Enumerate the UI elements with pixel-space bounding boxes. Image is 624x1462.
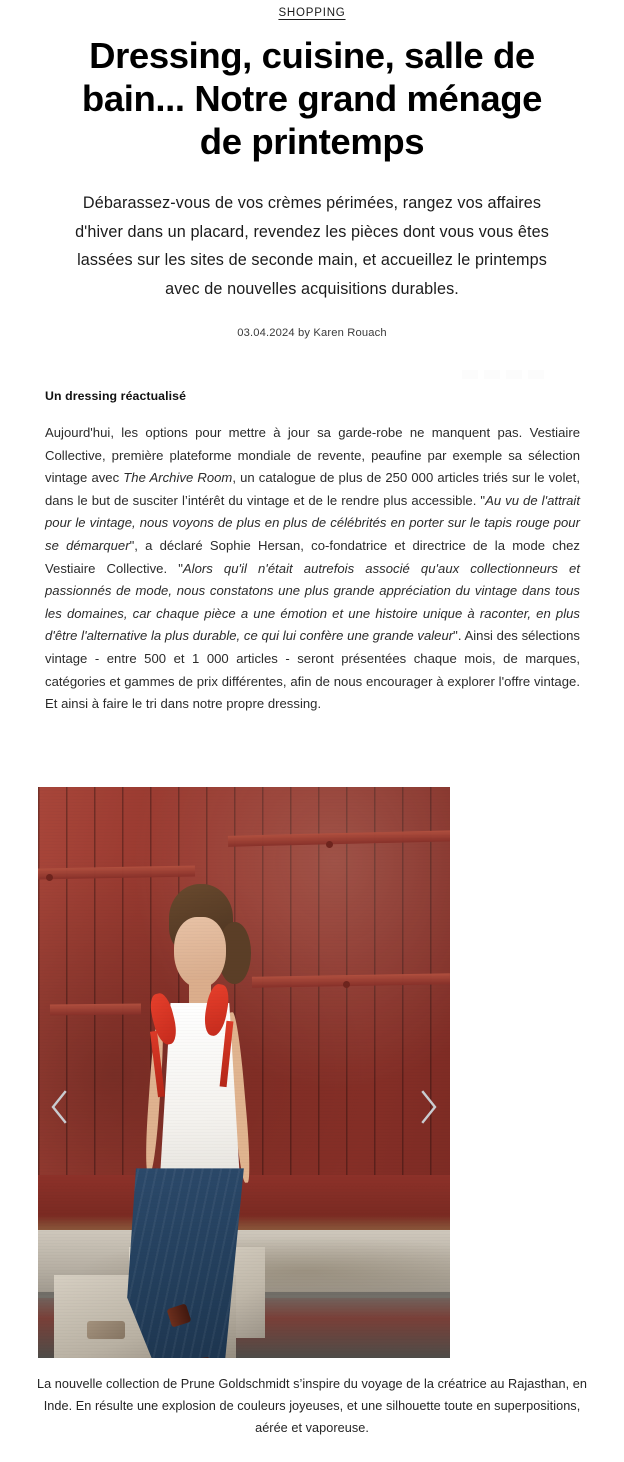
- byline: 03.04.2024 by Karen Rouach: [237, 327, 387, 339]
- body-text-part: ". Ainsi des sélections vintage - entre 500 et 1 000 articles - seront présentées chaque mois, de marques, catégories et gammes de prix différentes, afin de nous encourager à explorer l'offre vintage. Et ainsi à faire le tri dans notre propre dressing.: [45, 628, 580, 712]
- page-title: Dressing, cuisine, salle de bain... Notre grand ménage de printemps: [81, 35, 543, 162]
- chevron-left-icon: [49, 1090, 69, 1124]
- figure-caption: La nouvelle collection de Prune Goldschmidt s’inspire du voyage de la créatrice au Rajasthan, en Inde. En résulte une explosion de couleurs joyeuses, et une silhouette toute en superpositions, aérée et vaporeuse.: [37, 1377, 587, 1435]
- body-paragraph: [45, 422, 580, 716]
- body-text-part: ", a déclaré Sophie Hersan, co-fondatrice et directrice de la mode chez Vestiaire Collective. ": [45, 537, 580, 576]
- section-heading: Un dressing réactualisé: [45, 389, 187, 403]
- carousel-next-button[interactable]: [416, 1088, 442, 1126]
- article-standfirst: Débarassez-vous de vos crèmes périmées, rangez vos affaires d'hiver dans un placard, revendez les pièces dont vous vous êtes lassées sur les sites de seconde main, et accueillez le printemps avec de nouvelles acquisitions durables.: [75, 194, 549, 298]
- category-link-shopping[interactable]: SHOPPING: [278, 7, 346, 19]
- body-quote-one: Au vu de l'attrait pour le vintage, nous voyons de plus en plus de célébrités en porter sur le tapis rouge pour se démarquer: [45, 492, 580, 553]
- chevron-right-icon: [419, 1090, 439, 1124]
- article-figure: [38, 787, 450, 1358]
- carousel-photo[interactable]: [38, 787, 450, 1358]
- render-artifact: [462, 370, 548, 379]
- carousel-prev-button[interactable]: [46, 1088, 72, 1126]
- body-text-part: Aujourd'hui, les options pour mettre à jour sa garde-robe ne manquent pas. Vestiaire Collective, première plateforme mondiale de revente, peaufine par exemple sa sélection vintage avec: [45, 425, 580, 486]
- body-emphasis-archive-room: The Archive Room: [123, 470, 233, 486]
- photo-grain-overlay: [38, 787, 450, 1358]
- body-text-part: , un catalogue de plus de 250 000 articles triés sur le volet, dans le but de susciter l’intérêt du vintage et de le rendre plus accessible. ": [45, 470, 581, 508]
- category-kicker-wrap: [0, 0, 624, 21]
- body-quote-two: Alors qu'il n'était autrefois associé qu'aux collectionneurs et passionnés de mode, nous constatons une plus grande appréciation du vintage dans tous les domaines, car chaque pièce a une émotion et une histoire unique à raconter, en plus d'être l'alternative la plus durable, ce qui lui confère une grande valeur: [45, 560, 580, 644]
